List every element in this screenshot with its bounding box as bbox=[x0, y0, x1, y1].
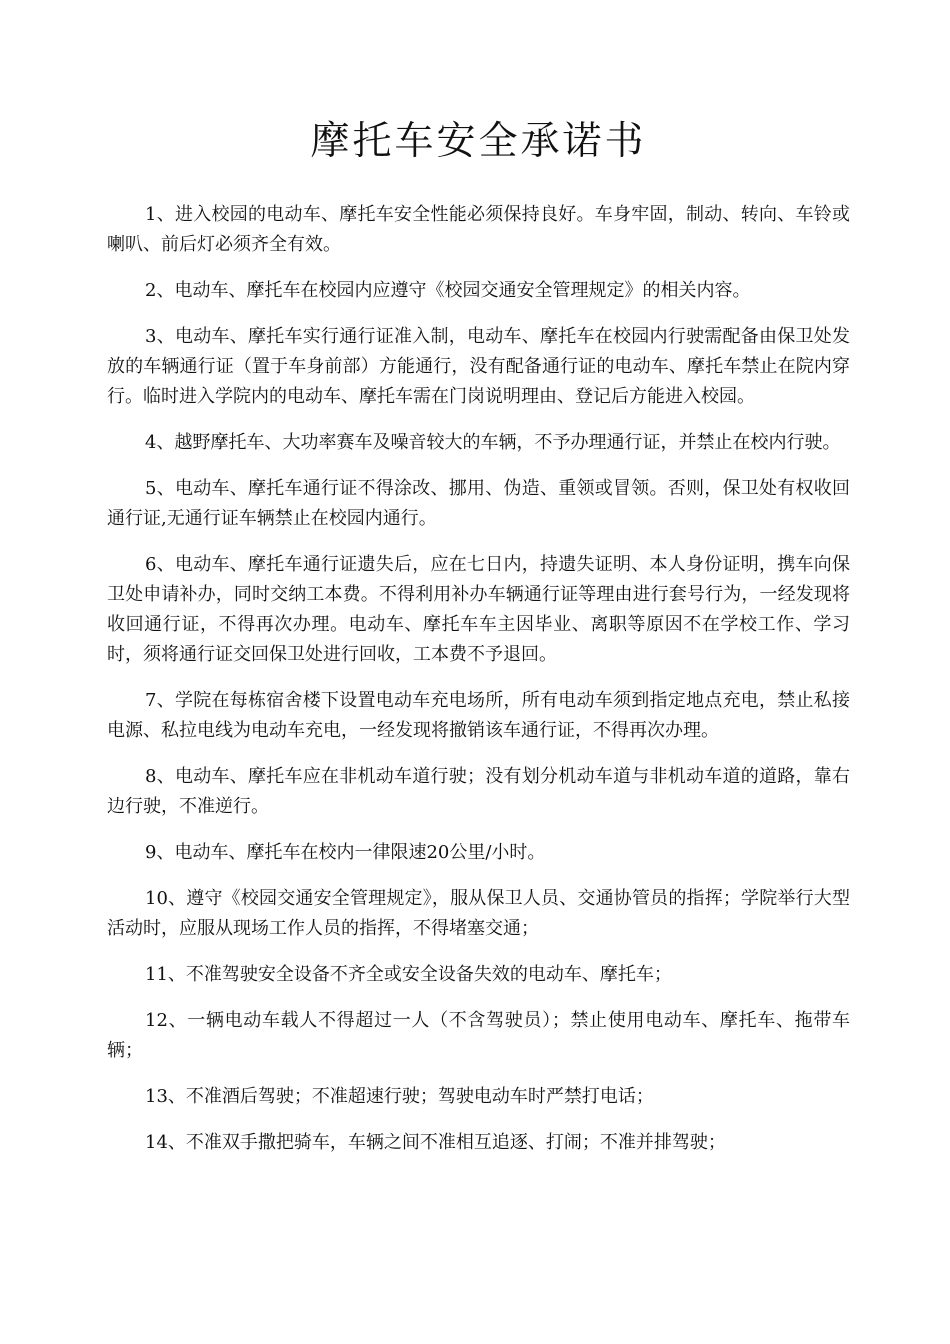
clause-6: 6、电动车、摩托车通行证遗失后，应在七日内，持遗失证明、本人身份证明，携车向保卫处申请补办，同时交纳工本费。不得利用补办车辆通行证等理由进行套号行为，一经发现将收回通行证，不得再次办理。电动车、摩托车车主因毕业、离职等原因不在学校工作、学习时，须将通行证交回保卫处进行回收，工本费不予退回。 bbox=[107, 554, 850, 665]
clause-3: 3、电动车、摩托车实行通行证准入制，电动车、摩托车在校园内行驶需配备由保卫处发放的车辆通行证（置于车身前部）方能通行，没有配备通行证的电动车、摩托车禁止在院内穿行。临时进入学院内的电动车、摩托车需在门岗说明理由、登记后方能进入校园。 bbox=[107, 326, 850, 407]
clause-5: 5、电动车、摩托车通行证不得涂改、挪用、伪造、重领或冒领。否则，保卫处有权收回通行证,无通行证车辆禁止在校园内通行。 bbox=[107, 478, 850, 529]
clause-8: 8、电动车、摩托车应在非机动车道行驶；没有划分机动车道与非机动车道的道路，靠右边行驶，不准逆行。 bbox=[107, 766, 850, 817]
document-title: 摩托车安全承诺书 bbox=[310, 119, 647, 164]
clause-12: 12、一辆电动车载人不得超过一人（不含驾驶员）；禁止使用电动车、摩托车、拖带车辆； bbox=[107, 1010, 850, 1061]
clause-13: 13、不准酒后驾驶；不准超速行驶；驾驶电动车时严禁打电话； bbox=[145, 1086, 654, 1107]
clause-9: 9、电动车、摩托车在校内一律限速20公里/小时。 bbox=[145, 842, 546, 863]
clause-list bbox=[107, 200, 850, 1158]
clause-11: 11、不准驾驶安全设备不齐全或安全设备失效的电动车、摩托车； bbox=[145, 964, 672, 985]
clause-4: 4、越野摩托车、大功率赛车及噪音较大的车辆，不予办理通行证，并禁止在校内行驶。 bbox=[145, 432, 841, 453]
clause-1: 1、进入校园的电动车、摩托车安全性能必须保持良好。车身牢固，制动、转向、车铃或喇叭、前后灯必须齐全有效。 bbox=[107, 204, 850, 255]
clause-7: 7、学院在每栋宿舍楼下设置电动车充电场所，所有电动车须到指定地点充电，禁止私接电源、私拉电线为电动车充电，一经发现将撤销该车通行证，不得再次办理。 bbox=[107, 690, 850, 741]
clause-14: 14、不准双手撒把骑车，车辆之间不准相互追逐、打闹；不准并排驾驶； bbox=[145, 1132, 726, 1153]
clause-2: 2、电动车、摩托车在校园内应遵守《校园交通安全管理规定》的相关内容。 bbox=[145, 280, 751, 301]
clause-10: 10、遵守《校园交通安全管理规定》，服从保卫人员、交通协管员的指挥；学院举行大型活动时，应服从现场工作人员的指挥，不得堵塞交通； bbox=[107, 888, 850, 939]
